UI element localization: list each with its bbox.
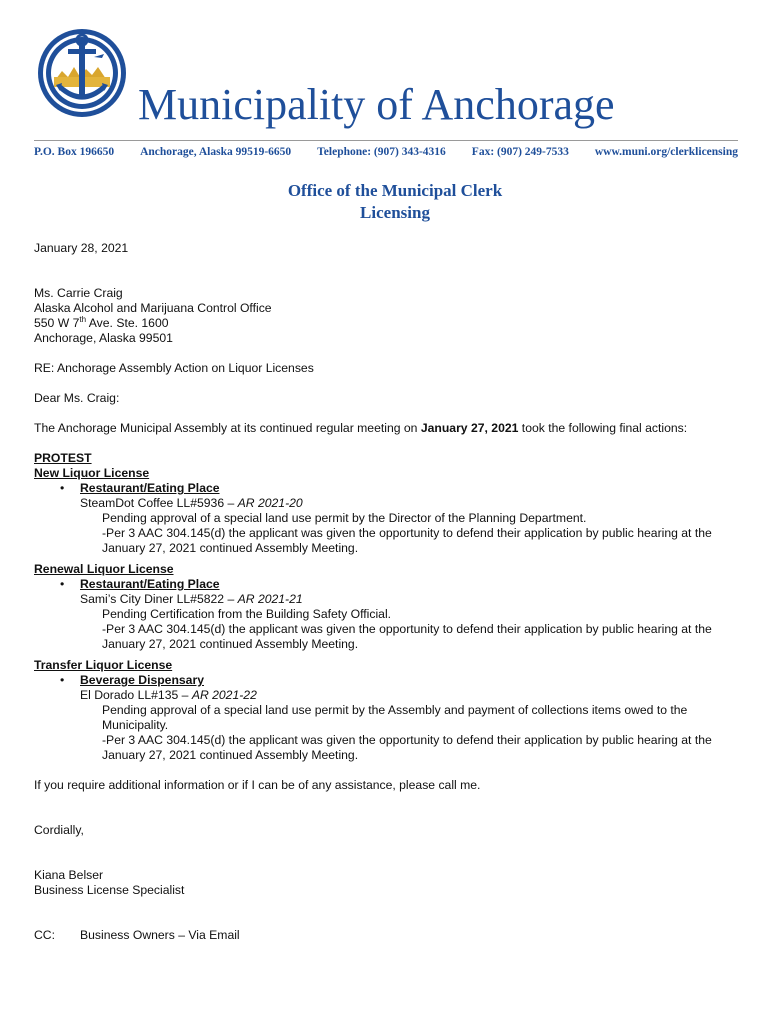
license-category: Restaurant/Eating Place [80,481,220,495]
license-category: Beverage Dispensary [80,673,204,687]
letter-date: January 28, 2021 [34,241,129,255]
bullet-icon: • [60,481,65,495]
section-heading: Renewal Liquor License [34,562,174,576]
section-heading: New Liquor License [34,466,150,480]
closing: Cordially, [34,823,84,837]
protest-heading: PROTEST [34,451,92,465]
cc-line [34,928,744,943]
detail-line: Municipality. [102,718,169,732]
bullet-icon: • [60,577,65,591]
contact-line [34,145,738,160]
detail-line: January 27, 2021 continued Assembly Meeting. [102,637,359,651]
recipient-office: Alaska Alcohol and Marijuana Control Office [34,301,272,315]
intro-paragraph: The Anchorage Municipal Assembly at its continued regular meeting on January 27, 2021 took the following final actions: [34,421,688,435]
detail-line: -Per 3 AAC 304.145(d) the applicant was given the opportunity to defend their application by public hearing at the [102,733,712,747]
municipality-logo [36,27,128,119]
city-address: Anchorage, Alaska 99519-6650 [140,146,292,158]
website-link[interactable]: www.muni.org/clerklicensing [594,146,738,158]
office-name: Office of the Municipal Clerk [287,181,503,200]
organization-name: Municipality of Anchorage [138,80,615,129]
fax: Fax: (907) 249-7533 [471,146,569,158]
cc-value: Business Owners – Via Email [80,928,240,942]
licensee-entry: El Dorado LL#135 – AR 2021-22 [80,688,257,702]
detail-line: -Per 3 AAC 304.145(d) the applicant was given the opportunity to defend their application by public hearing at the [102,622,712,636]
detail-line: -Per 3 AAC 304.145(d) the applicant was given the opportunity to defend their application by public hearing at the [102,526,712,540]
letter-body [34,241,744,943]
recipient-name: Ms. Carrie Craig [34,286,123,300]
po-box: P.O. Box 196650 [34,146,115,158]
license-section-transfer [34,658,744,763]
letterhead-divider [34,140,738,141]
license-section-new [34,466,744,556]
licensee-entry: Sami’s City Diner LL#5822 – AR 2021-21 [80,592,303,606]
recipient-city: Anchorage, Alaska 99501 [34,331,173,345]
signer-name: Kiana Belser [34,868,104,882]
recipient-street: 550 W 7th Ave. Ste. 1600 [34,314,169,330]
detail-line: Pending approval of a special land use permit by the Director of the Planning Department. [102,511,587,525]
office-heading [0,180,770,224]
detail-line: Pending Certification from the Building Safety Official. [102,607,392,621]
detail-line: January 27, 2021 continued Assembly Meeting. [102,748,359,762]
cc-label: CC: [34,928,55,942]
detail-line: Pending approval of a special land use permit by the Assembly and payment of collections items owed to the [102,703,688,717]
salutation: Dear Ms. Craig: [34,391,120,405]
licensee-entry: SteamDot Coffee LL#5936 – AR 2021-20 [80,496,303,510]
license-section-renewal [34,562,744,652]
list-item [34,577,744,592]
section-heading: Transfer Liquor License [34,658,173,672]
telephone: Telephone: (907) 343-4316 [317,146,446,158]
signer-title: Business License Specialist [34,883,185,897]
anchor-seal-icon [36,27,128,119]
closing-note: If you require additional information or if I can be of any assistance, please call me. [34,778,481,792]
list-item [34,481,744,496]
department-name: Licensing [360,203,430,222]
license-category: Restaurant/Eating Place [80,577,220,591]
subject-line: RE: Anchorage Assembly Action on Liquor Licenses [34,361,314,375]
bullet-icon: • [60,673,65,687]
recipient-address [34,286,744,346]
list-item [34,673,744,688]
detail-line: January 27, 2021 continued Assembly Meeting. [102,541,359,555]
